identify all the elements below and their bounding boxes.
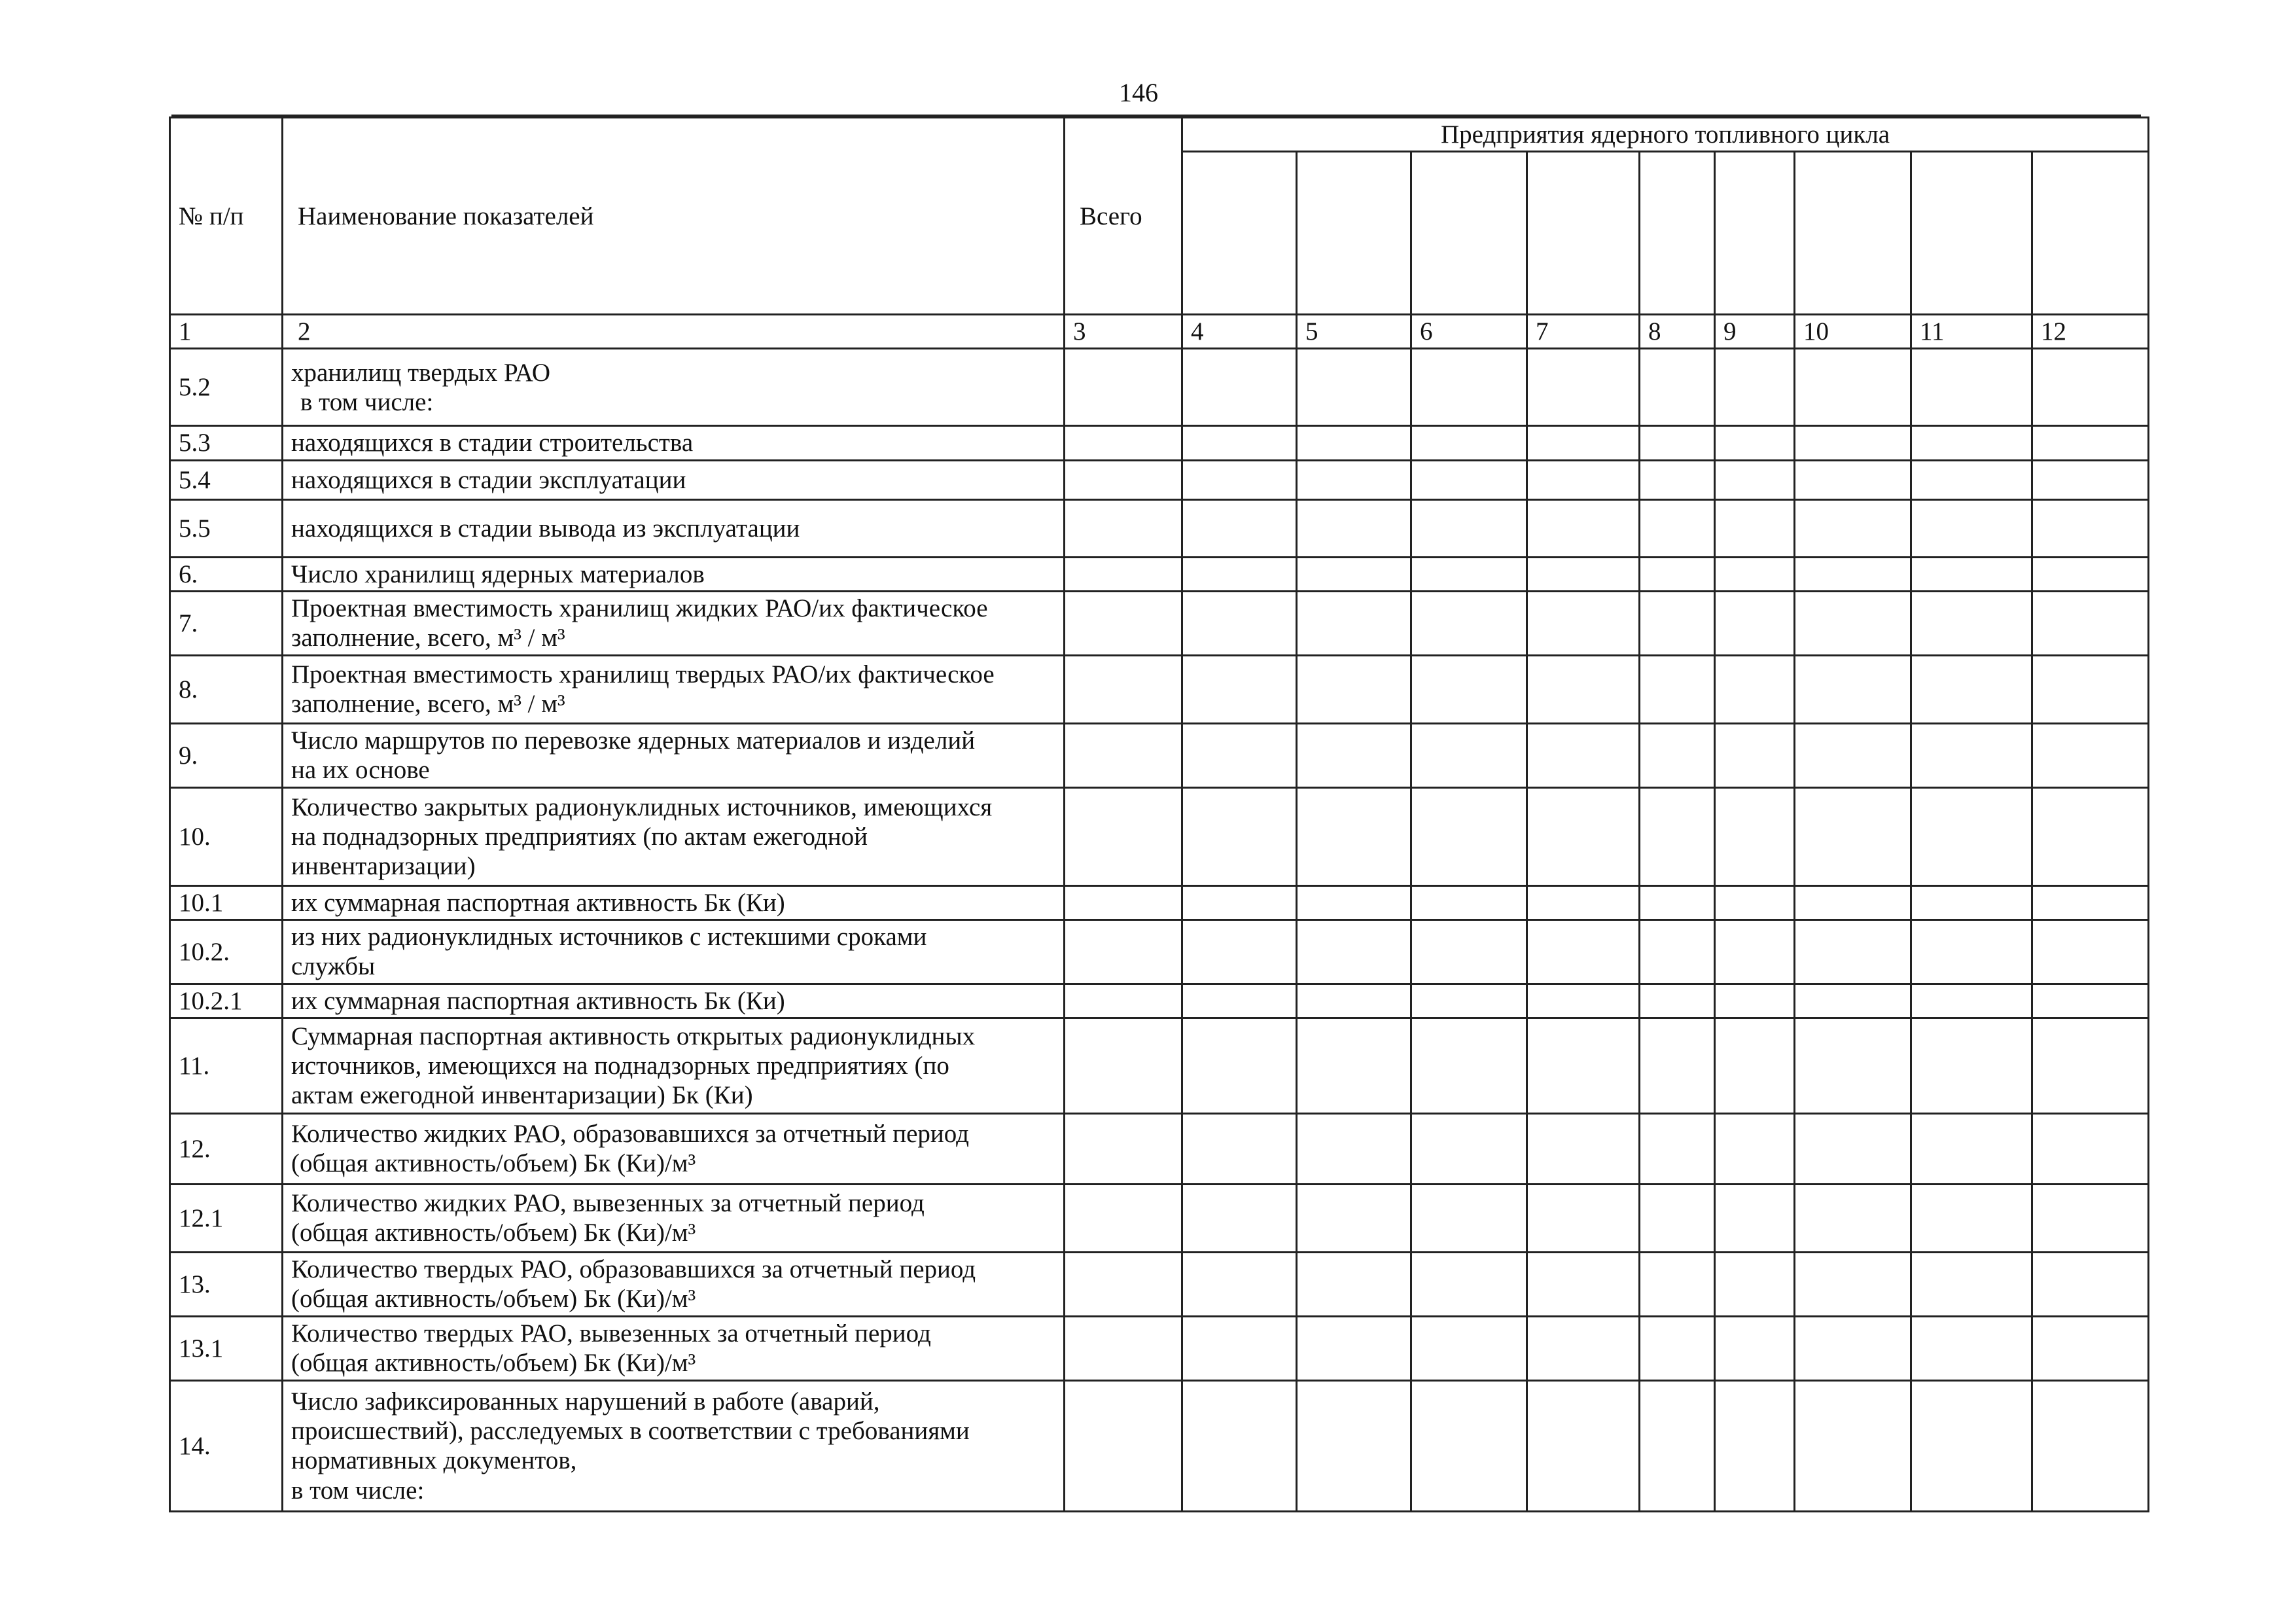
indicator-name-line: Число зафиксированных нарушений в работе (аварий, (291, 1387, 880, 1416)
value-cell[interactable] (1297, 460, 1411, 499)
table-row (170, 1184, 2149, 1252)
value-cell[interactable] (1640, 591, 1715, 655)
value-cell-total[interactable] (1065, 426, 1182, 460)
value-cell[interactable] (1795, 885, 1911, 919)
value-cell[interactable] (1715, 1316, 1795, 1380)
indicator-name (283, 499, 1065, 557)
value-cell[interactable] (1795, 1018, 1911, 1113)
value-cell-total[interactable] (1065, 591, 1182, 655)
value-cell[interactable] (1182, 885, 1297, 919)
value-cell[interactable] (2032, 920, 2149, 984)
value-cell[interactable] (1795, 1252, 1911, 1316)
indicator-name (283, 349, 1065, 426)
indicator-name (283, 1184, 1065, 1252)
value-cell[interactable] (1297, 1184, 1411, 1252)
value-cell[interactable] (1911, 787, 2032, 885)
indicator-name (283, 984, 1065, 1018)
value-cell[interactable] (1795, 426, 1911, 460)
value-cell[interactable] (1640, 349, 1715, 426)
indicator-name (283, 1316, 1065, 1380)
header-subcol (1527, 152, 1640, 315)
value-cell[interactable] (1911, 1380, 2032, 1511)
value-cell[interactable] (1527, 787, 1640, 885)
header-row (170, 118, 2149, 152)
column-number: 7 (1527, 315, 1640, 349)
value-cell[interactable] (1182, 1184, 1297, 1252)
row-number: 10.1 (170, 885, 283, 919)
row-number: 5.3 (170, 426, 283, 460)
value-cell[interactable] (1411, 655, 1527, 723)
value-cell[interactable] (1911, 1113, 2032, 1184)
value-cell[interactable] (1640, 723, 1715, 787)
indicator-name-line: находящихся в стадии эксплуатации (291, 465, 686, 494)
column-number: 4 (1182, 315, 1297, 349)
value-cell[interactable] (1911, 499, 2032, 557)
value-cell-total[interactable] (1065, 723, 1182, 787)
value-cell[interactable] (1911, 984, 2032, 1018)
value-cell[interactable] (1182, 426, 1297, 460)
indicator-name-line: нормативных документов, (291, 1446, 577, 1475)
value-cell[interactable] (1182, 787, 1297, 885)
value-cell[interactable] (1297, 349, 1411, 426)
value-cell-total[interactable] (1065, 1018, 1182, 1113)
value-cell[interactable] (1715, 557, 1795, 591)
value-cell[interactable] (1527, 984, 1640, 1018)
header-subcol (1182, 152, 1297, 315)
value-cell[interactable] (1411, 1113, 1527, 1184)
indicator-name-line: заполнение, всего, м³ / м³ (291, 690, 565, 719)
value-cell[interactable] (1640, 426, 1715, 460)
value-cell[interactable] (1640, 1380, 1715, 1511)
table-row (170, 787, 2149, 885)
indicator-name-line: Количество твердых РАО, вывезенных за отчетный период (291, 1319, 931, 1348)
table-row (170, 1252, 2149, 1316)
value-cell[interactable] (2032, 787, 2149, 885)
header-subcol (1411, 152, 1527, 315)
column-number: 12 (2032, 315, 2149, 349)
value-cell[interactable] (1715, 1113, 1795, 1184)
value-cell[interactable] (1182, 460, 1297, 499)
indicator-name-line: хранилищ твердых РАО (291, 358, 551, 387)
value-cell[interactable] (1911, 655, 2032, 723)
indicator-name (283, 885, 1065, 919)
column-number: 9 (1715, 315, 1795, 349)
indicator-name-line: их суммарная паспортная активность Бк (Ки) (291, 986, 785, 1015)
header-subcol (1911, 152, 2032, 315)
column-number: 6 (1411, 315, 1527, 349)
value-cell[interactable] (1795, 349, 1911, 426)
value-cell[interactable] (1640, 460, 1715, 499)
header-col-num: № п/п (170, 118, 283, 315)
value-cell[interactable] (1527, 349, 1640, 426)
value-cell[interactable] (1411, 1316, 1527, 1380)
table-row (170, 1316, 2149, 1380)
indicator-name-line: службы (291, 952, 376, 981)
value-cell[interactable] (1527, 885, 1640, 919)
header-col-name: Наименование показателей (283, 118, 1065, 315)
value-cell[interactable] (1182, 1252, 1297, 1316)
indicator-name-line: (общая активность/объем) Бк (Ки)/м³ (291, 1285, 696, 1313)
value-cell[interactable] (1411, 723, 1527, 787)
value-cell[interactable] (1795, 591, 1911, 655)
value-cell[interactable] (1795, 1184, 1911, 1252)
value-cell-total[interactable] (1065, 1316, 1182, 1380)
value-cell[interactable] (2032, 984, 2149, 1018)
value-cell[interactable] (1297, 426, 1411, 460)
value-cell[interactable] (2032, 426, 2149, 460)
value-cell[interactable] (1715, 1380, 1795, 1511)
table-row (170, 499, 2149, 557)
table-row (170, 349, 2149, 426)
value-cell[interactable] (1715, 984, 1795, 1018)
value-cell[interactable] (1527, 1316, 1640, 1380)
value-cell[interactable] (1715, 787, 1795, 885)
table-row (170, 655, 2149, 723)
indicator-name (283, 920, 1065, 984)
value-cell[interactable] (1411, 787, 1527, 885)
indicator-name-line: источников, имеющихся на поднадзорных предприятиях (по (291, 1051, 949, 1080)
value-cell[interactable] (1297, 655, 1411, 723)
value-cell[interactable] (2032, 460, 2149, 499)
value-cell[interactable] (1297, 1380, 1411, 1511)
indicator-name (283, 426, 1065, 460)
value-cell[interactable] (1297, 787, 1411, 885)
value-cell[interactable] (1640, 655, 1715, 723)
row-number: 5.5 (170, 499, 283, 557)
indicator-name-line: Количество закрытых радионуклидных источников, имеющихся (291, 793, 993, 821)
value-cell[interactable] (1182, 984, 1297, 1018)
value-cell-total[interactable] (1065, 1252, 1182, 1316)
value-cell[interactable] (1715, 885, 1795, 919)
table-row (170, 1380, 2149, 1511)
value-cell[interactable] (1297, 591, 1411, 655)
indicator-name-line: в том числе: (300, 387, 434, 416)
value-cell[interactable] (1715, 1252, 1795, 1316)
value-cell[interactable] (1640, 1018, 1715, 1113)
indicator-name (283, 591, 1065, 655)
row-number: 5.2 (170, 349, 283, 426)
value-cell[interactable] (1182, 1380, 1297, 1511)
column-numbers-row (170, 315, 2149, 349)
value-cell[interactable] (1527, 1252, 1640, 1316)
value-cell[interactable] (1715, 426, 1795, 460)
value-cell[interactable] (1182, 1018, 1297, 1113)
row-number: 9. (170, 723, 283, 787)
report-table (169, 116, 2149, 1512)
value-cell[interactable] (1795, 499, 1911, 557)
indicator-name-line: Количество твердых РАО, образовавшихся за отчетный период (291, 1255, 976, 1284)
value-cell[interactable] (1297, 557, 1411, 591)
value-cell[interactable] (2032, 499, 2149, 557)
value-cell[interactable] (1182, 1316, 1297, 1380)
value-cell-total[interactable] (1065, 655, 1182, 723)
value-cell[interactable] (1297, 984, 1411, 1018)
row-number: 7. (170, 591, 283, 655)
table-row (170, 591, 2149, 655)
value-cell[interactable] (1715, 591, 1795, 655)
value-cell[interactable] (1640, 1316, 1715, 1380)
indicator-name-line: находящихся в стадии строительства (291, 429, 694, 457)
value-cell[interactable] (1411, 349, 1527, 426)
table-row (170, 723, 2149, 787)
value-cell[interactable] (1297, 1113, 1411, 1184)
value-cell[interactable] (1911, 1316, 2032, 1380)
value-cell[interactable] (1527, 591, 1640, 655)
value-cell[interactable] (1297, 1018, 1411, 1113)
value-cell[interactable] (1182, 591, 1297, 655)
value-cell[interactable] (1411, 1252, 1527, 1316)
indicator-name (283, 1113, 1065, 1184)
value-cell[interactable] (2032, 1252, 2149, 1316)
header-subcol (1795, 152, 1911, 315)
value-cell[interactable] (1297, 1252, 1411, 1316)
indicator-name-line: Число хранилищ ядерных материалов (291, 560, 705, 588)
column-number: 10 (1795, 315, 1911, 349)
row-number: 13. (170, 1252, 283, 1316)
value-cell-total[interactable] (1065, 787, 1182, 885)
value-cell[interactable] (1715, 499, 1795, 557)
table-row (170, 557, 2149, 591)
value-cell[interactable] (1182, 349, 1297, 426)
value-cell[interactable] (2032, 1018, 2149, 1113)
header-col-total: Всего (1065, 118, 1182, 315)
value-cell[interactable] (1527, 920, 1640, 984)
value-cell-total[interactable] (1065, 1380, 1182, 1511)
row-number: 14. (170, 1380, 283, 1511)
row-number: 11. (170, 1018, 283, 1113)
value-cell[interactable] (2032, 1316, 2149, 1380)
value-cell[interactable] (1795, 1380, 1911, 1511)
value-cell[interactable] (1911, 426, 2032, 460)
value-cell[interactable] (1527, 1113, 1640, 1184)
column-number: 5 (1297, 315, 1411, 349)
value-cell[interactable] (1182, 723, 1297, 787)
indicator-name-line: Число маршрутов по перевозке ядерных материалов и изделий (291, 726, 976, 755)
value-cell[interactable] (1182, 655, 1297, 723)
value-cell[interactable] (1527, 499, 1640, 557)
indicator-name (283, 723, 1065, 787)
value-cell[interactable] (1527, 1184, 1640, 1252)
header-subcol (2032, 152, 2149, 315)
indicator-name-line: (общая активность/объем) Бк (Ки)/м³ (291, 1219, 696, 1247)
row-number: 5.4 (170, 460, 283, 499)
value-cell-total[interactable] (1065, 1184, 1182, 1252)
table-row (170, 426, 2149, 460)
indicator-name-line: Количество жидких РАО, образовавшихся за отчетный период (291, 1120, 970, 1149)
column-number: 1 (170, 315, 283, 349)
value-cell[interactable] (1297, 1316, 1411, 1380)
row-number: 6. (170, 557, 283, 591)
value-cell[interactable] (1715, 655, 1795, 723)
value-cell[interactable] (1795, 723, 1911, 787)
value-cell[interactable] (1411, 426, 1527, 460)
value-cell[interactable] (2032, 655, 2149, 723)
value-cell[interactable] (1527, 426, 1640, 460)
value-cell[interactable] (1182, 1113, 1297, 1184)
row-number: 10.2.1 (170, 984, 283, 1018)
value-cell[interactable] (1640, 885, 1715, 919)
value-cell[interactable] (1411, 1380, 1527, 1511)
value-cell-total[interactable] (1065, 460, 1182, 499)
indicator-name-line: Количество жидких РАО, вывезенных за отчетный период (291, 1189, 925, 1218)
indicator-name-line: находящихся в стадии вывода из эксплуатации (291, 514, 800, 543)
value-cell[interactable] (1795, 920, 1911, 984)
table-row (170, 1018, 2149, 1113)
value-cell[interactable] (1640, 1184, 1715, 1252)
value-cell[interactable] (2032, 349, 2149, 426)
table-row (170, 885, 2149, 919)
column-number: 11 (1911, 315, 2032, 349)
indicator-name-line: заполнение, всего, м³ / м³ (291, 624, 565, 652)
indicator-name (283, 460, 1065, 499)
indicator-name-line: актам ежегодной инвентаризации) Бк (Ки) (291, 1080, 753, 1109)
value-cell[interactable] (1795, 460, 1911, 499)
value-cell[interactable] (1911, 557, 2032, 591)
value-cell[interactable] (2032, 1380, 2149, 1511)
value-cell[interactable] (1715, 349, 1795, 426)
row-number: 13.1 (170, 1316, 283, 1380)
value-cell-total[interactable] (1065, 920, 1182, 984)
indicator-name-line: (общая активность/объем) Бк (Ки)/м³ (291, 1149, 696, 1178)
value-cell[interactable] (1411, 591, 1527, 655)
value-cell[interactable] (1411, 984, 1527, 1018)
value-cell[interactable] (1527, 723, 1640, 787)
column-number: 2 (283, 315, 1065, 349)
row-number: 8. (170, 655, 283, 723)
value-cell[interactable] (1911, 1184, 2032, 1252)
value-cell-total[interactable] (1065, 349, 1182, 426)
value-cell[interactable] (1795, 787, 1911, 885)
column-number: 3 (1065, 315, 1182, 349)
value-cell-total[interactable] (1065, 499, 1182, 557)
value-cell-total[interactable] (1065, 557, 1182, 591)
value-cell[interactable] (1182, 499, 1297, 557)
value-cell[interactable] (1527, 557, 1640, 591)
row-number: 10.2. (170, 920, 283, 984)
table-row (170, 984, 2149, 1018)
value-cell[interactable] (1795, 1316, 1911, 1380)
value-cell[interactable] (1795, 655, 1911, 723)
value-cell[interactable] (1911, 1252, 2032, 1316)
indicator-name-line: на их основе (291, 756, 430, 785)
value-cell[interactable] (1411, 920, 1527, 984)
value-cell[interactable] (1182, 557, 1297, 591)
value-cell[interactable] (2032, 723, 2149, 787)
indicator-name (283, 787, 1065, 885)
value-cell[interactable] (1527, 460, 1640, 499)
value-cell[interactable] (1911, 349, 2032, 426)
value-cell[interactable] (1911, 723, 2032, 787)
value-cell-total[interactable] (1065, 1113, 1182, 1184)
value-cell[interactable] (1640, 557, 1715, 591)
indicator-name (283, 655, 1065, 723)
value-cell[interactable] (1527, 1018, 1640, 1113)
indicator-name-line: (общая активность/объем) Бк (Ки)/м³ (291, 1349, 696, 1378)
value-cell[interactable] (1297, 885, 1411, 919)
value-cell[interactable] (1795, 557, 1911, 591)
value-cell[interactable] (1411, 460, 1527, 499)
value-cell[interactable] (2032, 1184, 2149, 1252)
indicator-name-line: Суммарная паспортная активность открытых радионуклидных (291, 1022, 976, 1050)
row-number: 12. (170, 1113, 283, 1184)
header-subcol (1715, 152, 1795, 315)
indicator-name (283, 1018, 1065, 1113)
page-number: 146 (1119, 78, 1158, 107)
value-cell[interactable] (1911, 920, 2032, 984)
value-cell[interactable] (1911, 885, 2032, 919)
value-cell[interactable] (1911, 591, 2032, 655)
table-row (170, 920, 2149, 984)
value-cell[interactable] (1911, 1018, 2032, 1113)
value-cell[interactable] (1715, 920, 1795, 984)
row-number: 12.1 (170, 1184, 283, 1252)
indicator-name-line: на поднадзорных предприятиях (по актам ежегодной (291, 822, 868, 851)
header-subcol (1297, 152, 1411, 315)
value-cell[interactable] (2032, 885, 2149, 919)
indicator-name-line: их суммарная паспортная активность Бк (Ки) (291, 888, 785, 917)
table-body (170, 349, 2149, 1511)
value-cell[interactable] (1411, 885, 1527, 919)
indicator-name (283, 1252, 1065, 1316)
value-cell[interactable] (2032, 591, 2149, 655)
value-cell[interactable] (1411, 1018, 1527, 1113)
value-cell[interactable] (1182, 920, 1297, 984)
indicator-name-line: инвентаризации) (291, 852, 476, 881)
value-cell[interactable] (1411, 499, 1527, 557)
value-cell[interactable] (1411, 557, 1527, 591)
indicator-name (283, 1380, 1065, 1511)
header-group-enterprises: Предприятия ядерного топливного цикла (1182, 118, 2149, 152)
value-cell[interactable] (1715, 1184, 1795, 1252)
value-cell-total[interactable] (1065, 885, 1182, 919)
value-cell[interactable] (1640, 1252, 1715, 1316)
value-cell-total[interactable] (1065, 984, 1182, 1018)
value-cell[interactable] (1715, 460, 1795, 499)
indicator-name-line: Проектная вместимость хранилищ жидких РАО/их фактическое (291, 594, 988, 623)
indicator-name-line: в том числе: (291, 1476, 425, 1505)
indicator-name (283, 557, 1065, 591)
value-cell[interactable] (1795, 984, 1911, 1018)
value-cell[interactable] (1297, 723, 1411, 787)
value-cell[interactable] (1640, 984, 1715, 1018)
value-cell[interactable] (2032, 557, 2149, 591)
indicator-name-line: происшествий), расследуемых в соответствии с требованиями (291, 1417, 970, 1446)
indicator-name-line: Проектная вместимость хранилищ твердых РАО/их фактическое (291, 660, 995, 689)
value-cell[interactable] (1640, 920, 1715, 984)
header-subcol (1640, 152, 1715, 315)
value-cell[interactable] (1297, 499, 1411, 557)
value-cell[interactable] (1640, 1113, 1715, 1184)
value-cell[interactable] (1527, 655, 1640, 723)
table-row (170, 460, 2149, 499)
value-cell[interactable] (1297, 920, 1411, 984)
value-cell[interactable] (1715, 723, 1795, 787)
value-cell[interactable] (1527, 1380, 1640, 1511)
value-cell[interactable] (1640, 499, 1715, 557)
row-number: 10. (170, 787, 283, 885)
value-cell[interactable] (1911, 460, 2032, 499)
value-cell[interactable] (2032, 1113, 2149, 1184)
value-cell[interactable] (1640, 787, 1715, 885)
value-cell[interactable] (1715, 1018, 1795, 1113)
indicator-name-line: из них радионуклидных источников с истекшими сроками (291, 923, 927, 952)
column-number: 8 (1640, 315, 1715, 349)
table-row (170, 1113, 2149, 1184)
value-cell[interactable] (1411, 1184, 1527, 1252)
value-cell[interactable] (1795, 1113, 1911, 1184)
